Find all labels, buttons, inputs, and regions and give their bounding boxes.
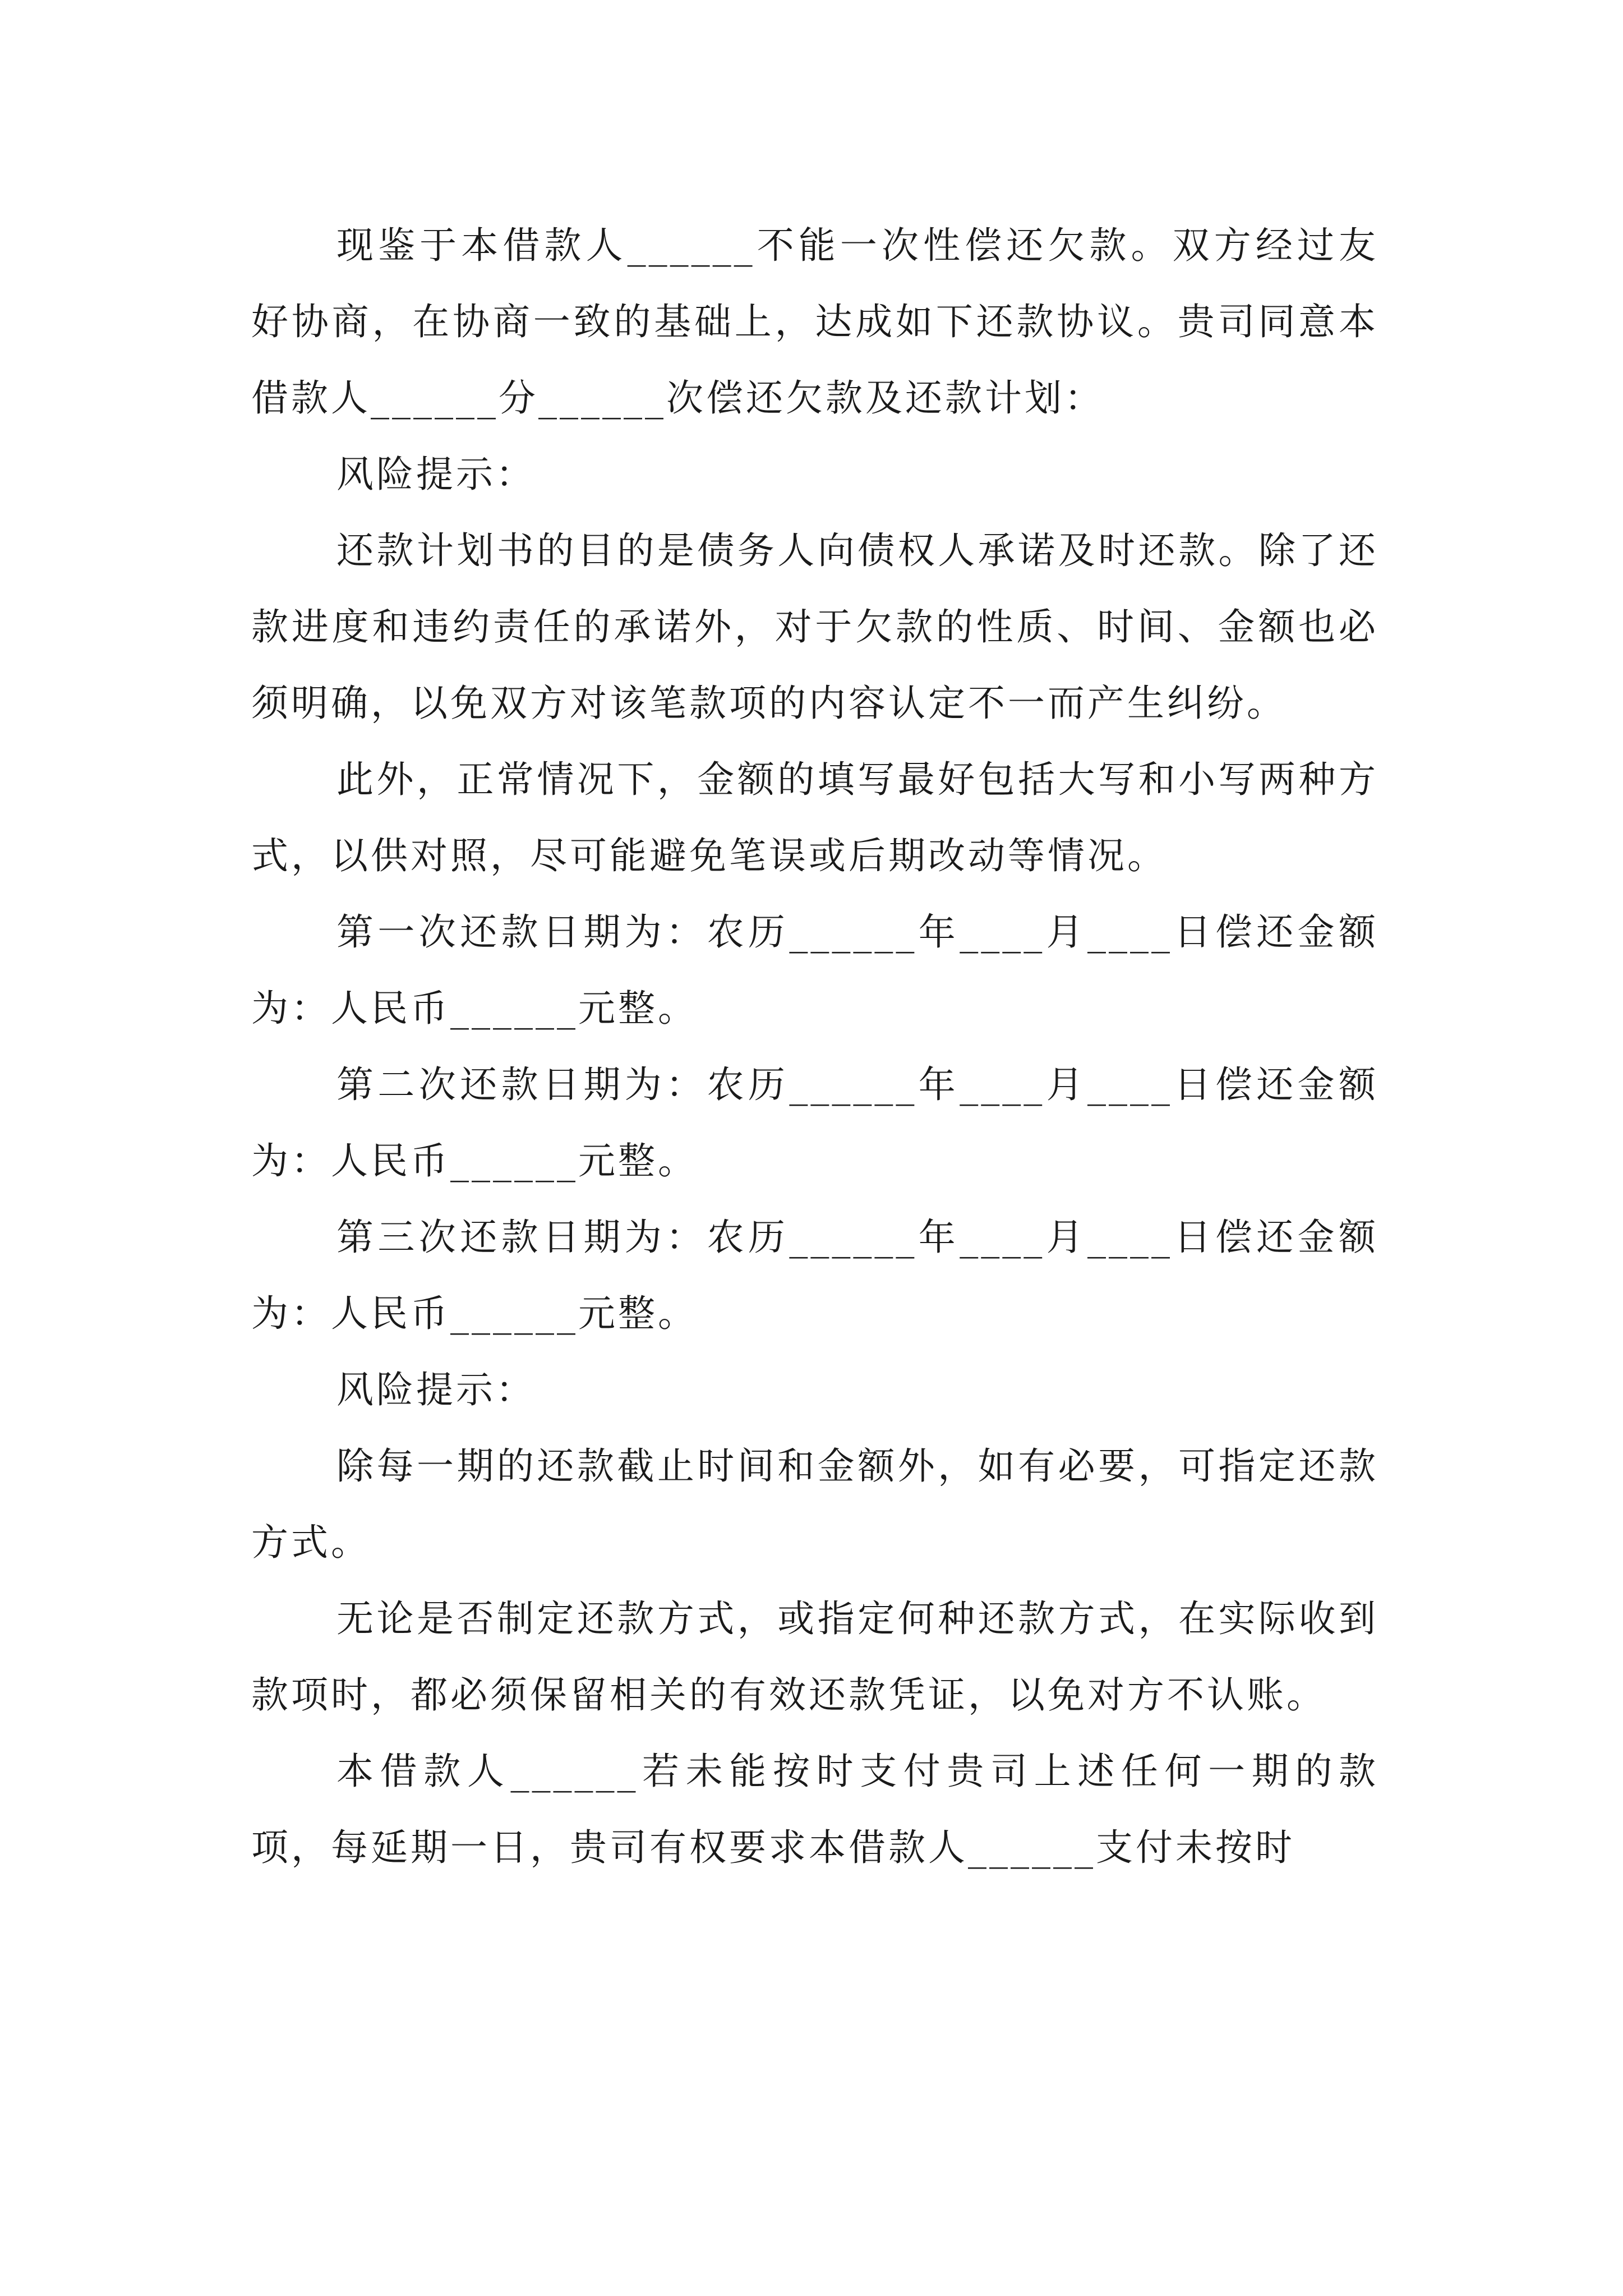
paragraph-risk-heading-1: 风险提示： [336,453,536,496]
paragraph-installment-2: 第二次还款日期为：农历______年____月____日偿还金额为：人民币______元整。 [251,1063,1378,1182]
paragraph-intro: 现鉴于本借款人______不能一次性偿还欠款。双方经过友好协商，在协商一致的基础上，达成如下还款协议。贵司同意本借款人______分______次偿还欠款及还款计划： [251,224,1378,420]
paragraph-payment-method: 除每一期的还款截止时间和金额外，如有必要，可指定还款方式。 [251,1444,1378,1564]
paragraph-risk-amount: 此外，正常情况下，金额的填写最好包括大写和小写两种方式，以供对照，尽可能避免笔误或后期改动等情况。 [251,758,1378,877]
paragraph-installment-1: 第一次还款日期为：农历______年____月____日偿还金额为：人民币______元整。 [251,910,1378,1030]
paragraph-risk-purpose: 还款计划书的目的是债务人向债权人承诺及时还款。除了还款进度和违约责任的承诺外，对于欠款的性质、时间、金额也必须明确，以免双方对该笔款项的内容认定不一而产生纠纷。 [251,529,1378,725]
paragraph-risk-heading-2: 风险提示： [336,1368,536,1411]
document-body [251,208,1378,1886]
paragraph-installment-3: 第三次还款日期为：农历______年____月____日偿还金额为：人民币______元整。 [251,1216,1378,1335]
paragraph-late-payment: 本借款人______若未能按时支付贵司上述任何一期的款项，每延期一日，贵司有权要求本借款人______支付未按时 [251,1750,1378,1869]
paragraph-receipt: 无论是否制定还款方式，或指定何种还款方式，在实际收到款项时，都必须保留相关的有效还款凭证，以免对方不认账。 [251,1597,1378,1717]
